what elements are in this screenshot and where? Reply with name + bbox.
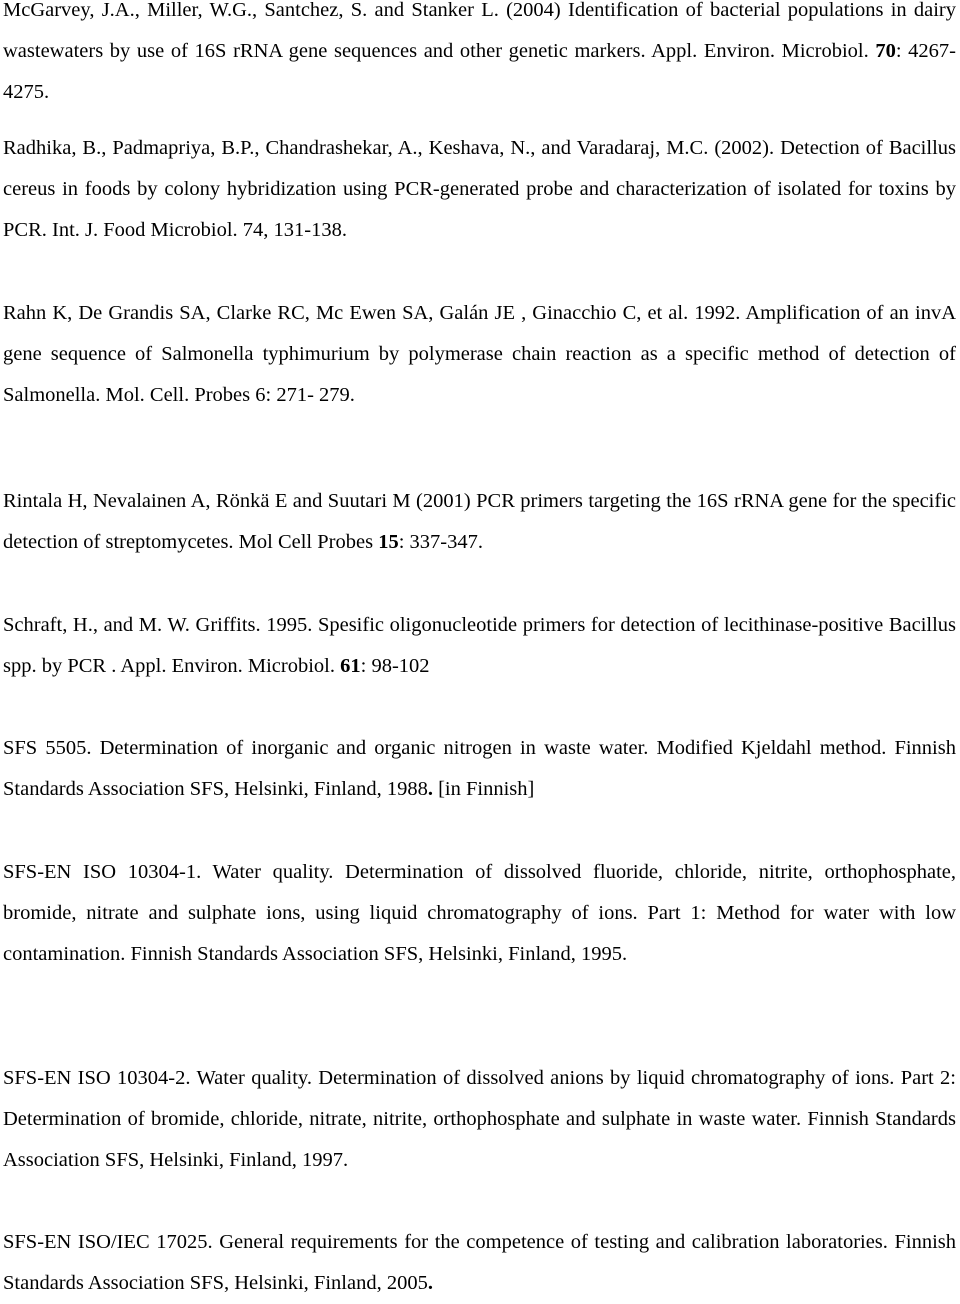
reference-authors: Rahn K, De Grandis SA, Clarke RC, Mc Ewen SA, Galán JE , Ginacchio C, et al. 1992. <box>3 302 741 324</box>
reference-authors: SFS-EN ISO 10304-2. <box>3 1067 191 1089</box>
reference-authors: McGarvey, J.A., Miller, W.G., Santchez, S. and Stanker L. (2004) <box>3 0 561 21</box>
reference-entry <box>3 1222 956 1304</box>
reference-body: Water quality. Determination of dissolved fluoride, chloride, nitrite, orthophosphate, bromide, nitrate and sulphate ions, using liquid chromatography of ions. Part 1: Method for water with low contamination. Finnish Standards Association SFS, Helsinki, Finland, 1995. <box>3 861 957 965</box>
reference-entry <box>3 481 956 563</box>
reference-body: Identification of bacterial populations in dairy wastewaters by use of 16S rRNA gene sequences and other genetic markers. Appl. Environ. Microbiol. <box>3 0 957 62</box>
reference-volume: . <box>427 1272 433 1294</box>
reference-volume: 15 <box>378 531 399 553</box>
reference-authors: Rintala H, Nevalainen A, Rönkä E and Suutari M (2001) <box>3 490 471 512</box>
reference-body: Water quality. Determination of dissolved anions by liquid chromatography of ions. Part 2: Determination of bromide, chloride, nitrate, nitrite, orthophosphate and sulphate in waste water. Finnish Standards Association SFS, Helsinki, Finland, 1997. <box>3 1067 956 1171</box>
reference-entry <box>3 0 956 113</box>
reference-body: Determination of inorganic and organic nitrogen in waste water. Modified Kjeldahl method. Finnish Standards Association SFS, Helsinki, Finland, 1988 <box>3 737 956 800</box>
reference-entry <box>3 728 956 810</box>
reference-authors: Schraft, H., and M. W. Griffits. 1995. <box>3 614 313 636</box>
reference-entry <box>3 128 956 251</box>
reference-body: Detection of Bacillus cereus in foods by colony hybridization using PCR-generated probe and characterization of isolated for toxins by PCR. Int. J. Food Microbiol. 74, 131-138. <box>3 137 956 241</box>
reference-entry <box>3 293 956 416</box>
reference-entry <box>3 852 956 975</box>
reference-volume: 70 <box>875 40 896 62</box>
reference-authors: Radhika, B., Padmapriya, B.P., Chandrashekar, A., Keshava, N., and Varadaraj, M.C. (2002). <box>3 137 775 159</box>
reference-body: Spesific oligonucleotide primers for detection of lecithinase-positive Bacillus spp. by PCR . Appl. Environ. Microbiol. <box>3 614 957 677</box>
reference-volume: 61 <box>340 655 361 677</box>
reference-entry <box>3 605 956 687</box>
reference-body: Amplification of an invA gene sequence of Salmonella typhimurium by polymerase chain reaction as a specific method of detection of Salmonella. Mol. Cell. Probes 6: 271- 279. <box>3 302 956 406</box>
reference-authors: SFS-EN ISO 10304-1. <box>3 861 202 883</box>
reference-pages: : 337-347. <box>398 531 483 553</box>
reference-pages: : 98-102 <box>360 655 430 677</box>
reference-body: General requirements for the competence of testing and calibration laboratories. Finnish Standards Association SFS, Helsinki, Finland, 2005 <box>3 1231 957 1294</box>
reference-volume: . <box>427 778 433 800</box>
reference-entry <box>3 1058 956 1181</box>
reference-authors: SFS 5505. <box>3 737 92 759</box>
reference-body: PCR primers targeting the 16S rRNA gene for the specific detection of streptomycetes. Mol Cell Probes <box>3 490 956 553</box>
reference-pages: : 4267-4275. <box>3 40 956 103</box>
reference-pages: [in Finnish] <box>432 778 535 800</box>
reference-authors: SFS-EN ISO/IEC 17025. <box>3 1231 213 1253</box>
